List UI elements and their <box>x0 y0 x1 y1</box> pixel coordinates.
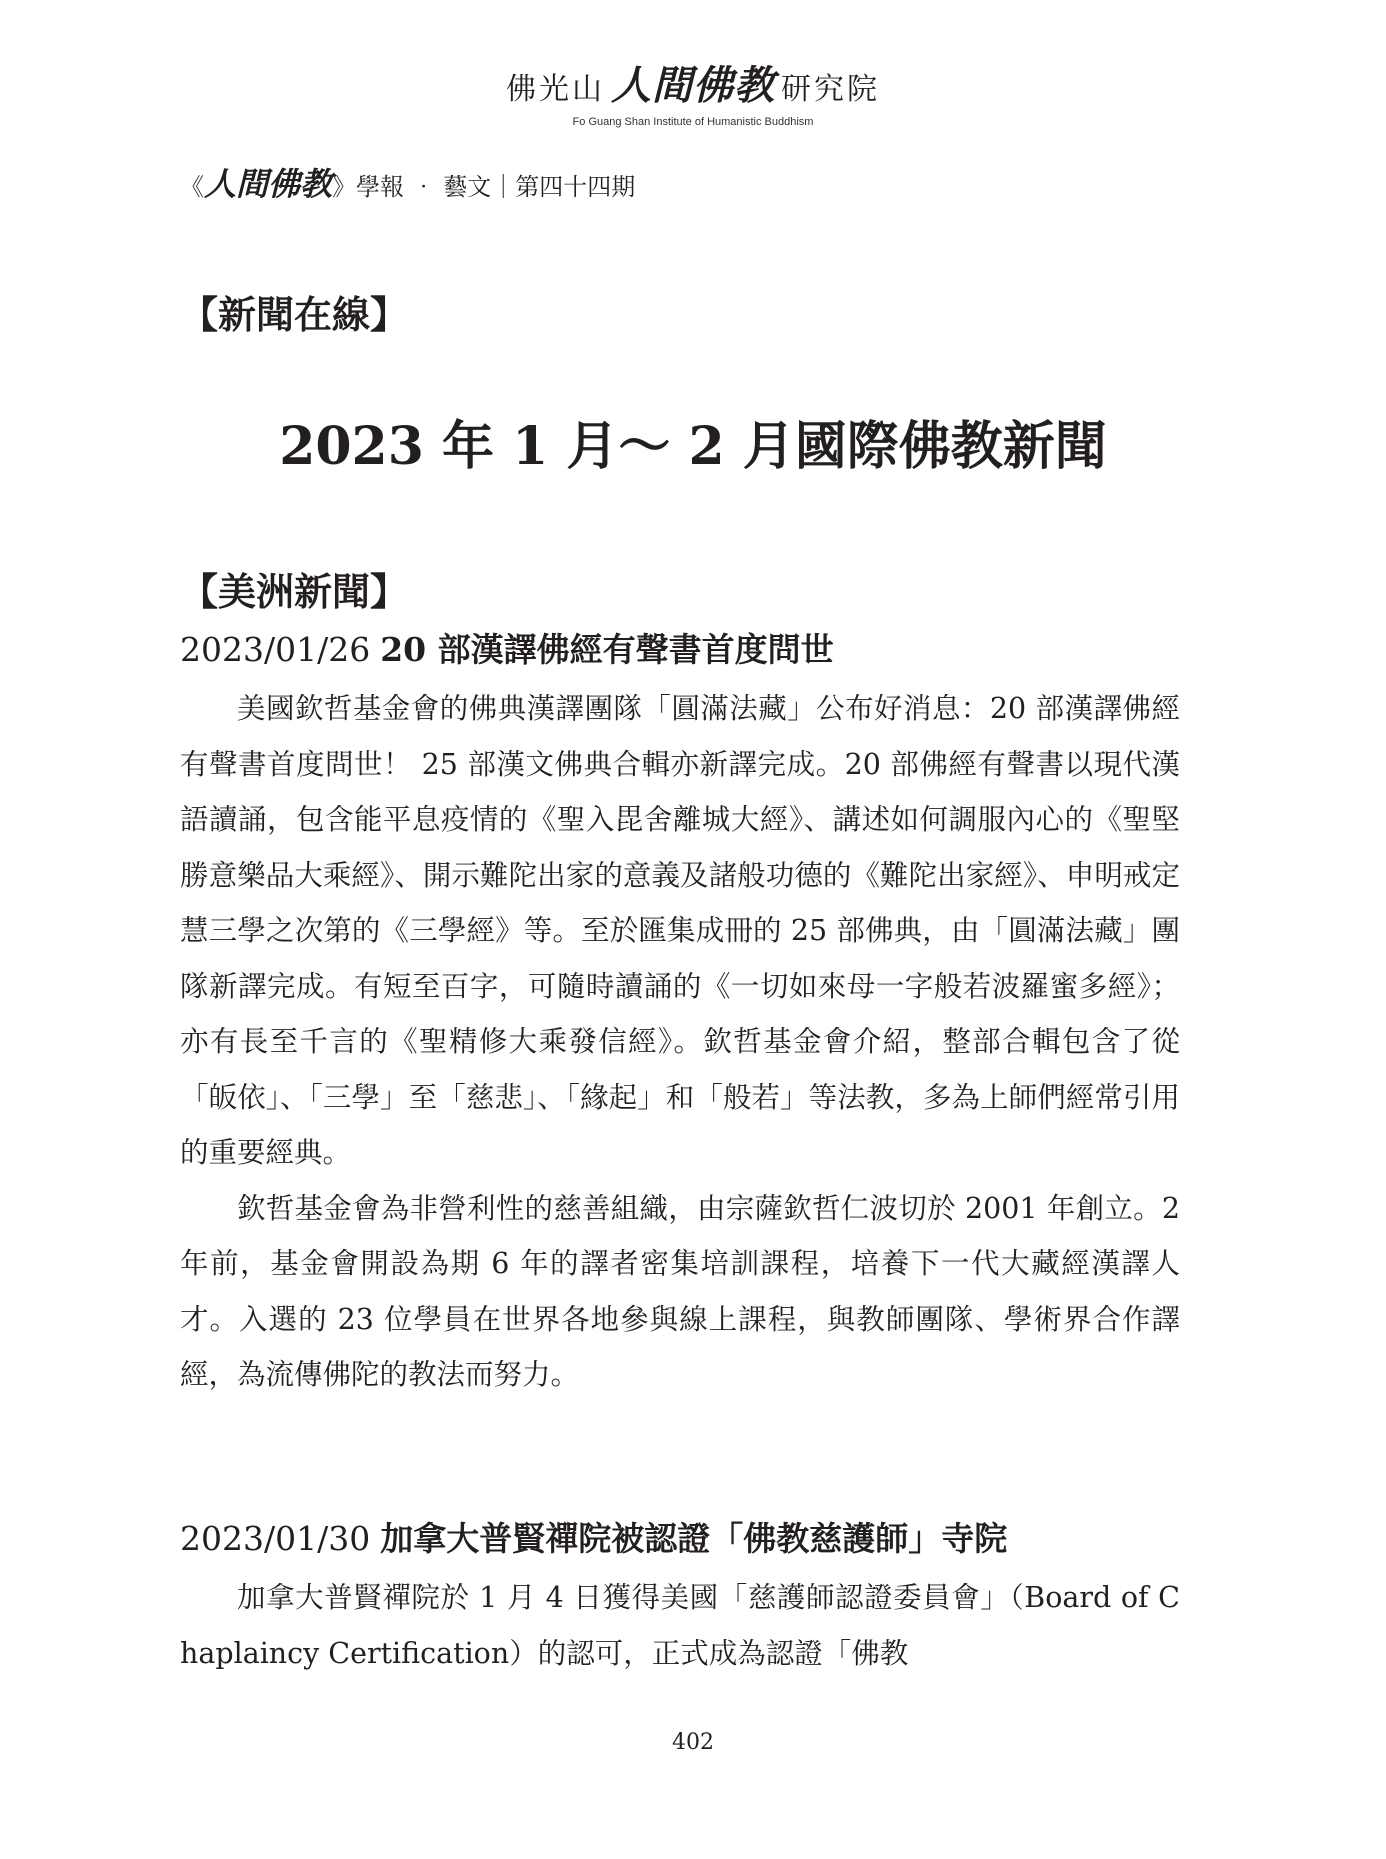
article-title: 20 部漢譯佛經有聲書首度問世 <box>380 630 834 669</box>
news-article <box>180 625 1180 1403</box>
article-heading <box>180 1514 1180 1564</box>
page-title: 2023 年 1 月～ 2 月國際佛教新聞 <box>279 416 1107 477</box>
institute-name <box>0 62 1386 110</box>
article-paragraph: 欽哲基金會為非營利性的慈善組織，由宗薩欽哲仁波切於 2001 年創立。2 年前，基金會開設為期 6 年的譯者密集培訓課程，培養下一代大藏經漢譯人才。入選的 23 位學員在世界各地參與線上課程，與教師團隊、學術界合作譯經，為流傳佛陀的教法而努力。 <box>180 1191 1180 1391</box>
news-article <box>180 1514 1180 1681</box>
journal-running-head <box>180 164 635 207</box>
institute-prefix: 佛光山 <box>506 72 605 107</box>
article-title: 加拿大普賢禪院被認證「佛教慈護師」寺院 <box>380 1519 1008 1558</box>
institute-suffix: 研究院 <box>781 72 880 107</box>
journal-issue-info: 》學報 ‧ 藝文｜第四十四期 <box>332 173 636 201</box>
article-paragraph: 加拿大普賢禪院於 1 月 4 日獲得美國「慈護師認證委員會」（Board of Chaplaincy Certification）的認可，正式成為認證「佛教 <box>180 1581 1180 1670</box>
institute-english-name: Fo Guang Shan Institute of Humanistic Buddhism <box>572 116 814 128</box>
article-paragraph: 美國欽哲基金會的佛典漢譯團隊「圓滿法藏」公布好消息：20 部漢譯佛經有聲書首度問世！ 25 部漢文佛典合輯亦新譯完成。20 部佛經有聲書以現代漢語讀誦，包含能平息疫情的《聖入毘舍離城大經》、講述如何調服內心的《聖堅勝意樂品大乘經》、開示難陀出家的意義及諸般功德的《難陀出家經》、申明戒定慧三學之次第的《三學經》等。至於匯集成冊的 25 部佛典，由「圓滿法藏」團隊新譯完成。有短至百字，可隨時讀誦的《一切如來母一字般若波羅蜜多經》；亦有長至千言的《聖精修大乘發信經》。欽哲基金會介紹，整部合輯包含了從「皈依」、「三學」至「慈悲」、「緣起」和「般若」等法教，多為上師們經常引用的重要經典。 <box>180 692 1180 1169</box>
journal-open-bracket: 《 <box>180 173 204 201</box>
article-date: 2023/01/26 <box>180 630 371 669</box>
journal-brand-logo: 人間佛教 <box>204 165 333 203</box>
article-body <box>180 681 1180 1403</box>
article-heading <box>180 625 1180 675</box>
section-label: 【新聞在線】 <box>180 292 409 337</box>
institute-header <box>0 62 1386 128</box>
article-date: 2023/01/30 <box>180 1519 371 1558</box>
page-number: 402 <box>672 1730 714 1755</box>
institute-brand-logo: 人間佛教 <box>611 62 775 109</box>
article-body <box>180 1570 1180 1681</box>
region-label: 【美洲新聞】 <box>180 569 409 614</box>
